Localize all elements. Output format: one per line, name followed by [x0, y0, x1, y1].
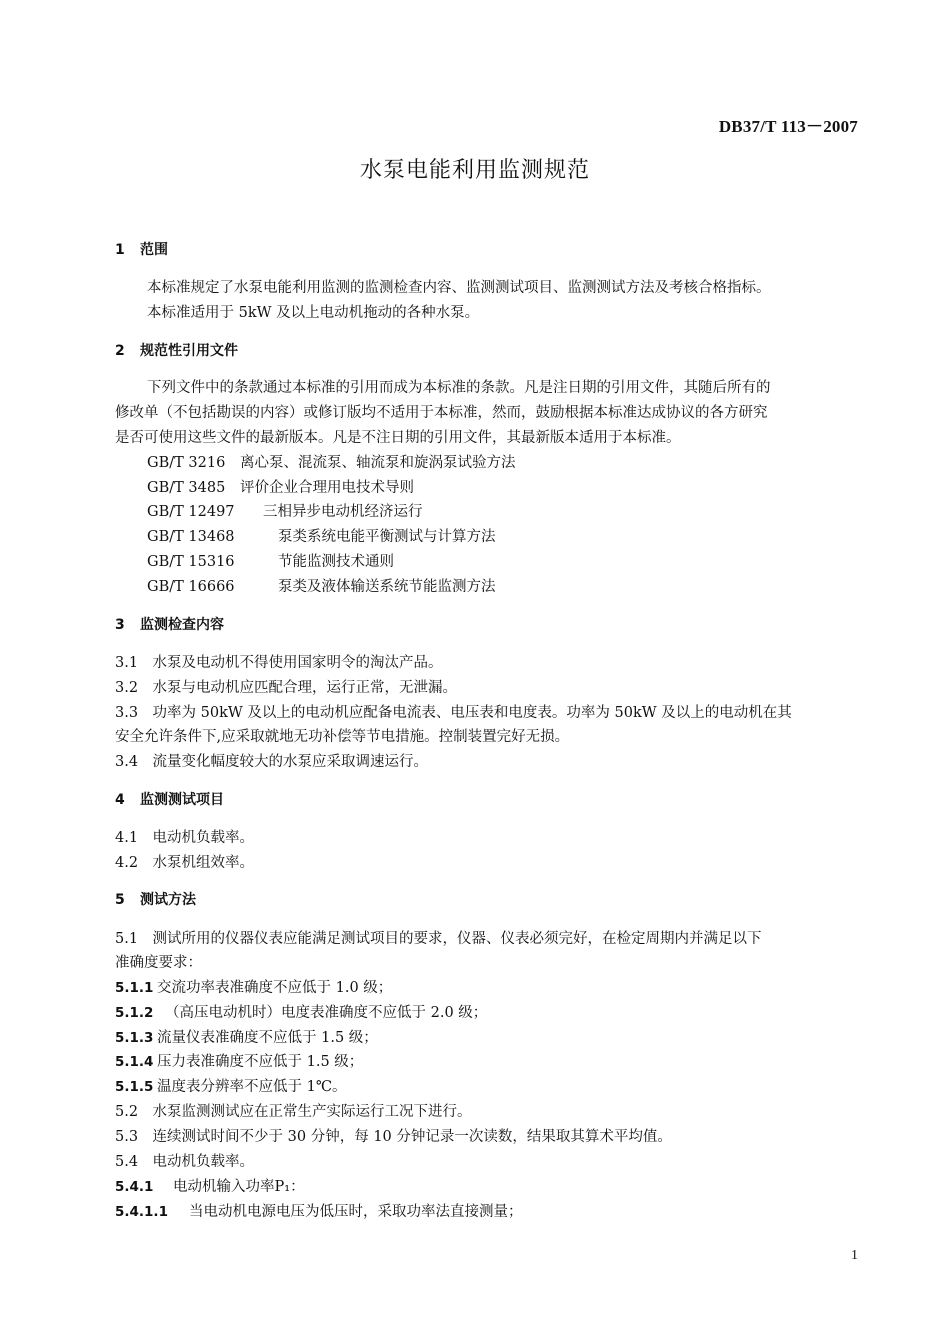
- subclause-text: 压力表准确度不应低于 1.5 级；: [157, 1054, 364, 1070]
- reference-item: [147, 502, 423, 522]
- section-title: 监测测试项目: [140, 792, 224, 808]
- subclause-text: 当电动机电源电压为低压时，采取功率法直接测量；: [189, 1204, 523, 1220]
- section-number: 2: [115, 343, 125, 359]
- reference-title: 泵类系统电能平衡测试与计算方法: [278, 529, 496, 545]
- subclause-number: 5.4.1.1: [115, 1204, 168, 1220]
- section-title: 范围: [140, 242, 168, 258]
- clause: 准确度要求：: [115, 955, 202, 971]
- reference-item: [147, 577, 496, 597]
- clause: 5.3 连续测试时间不少于 30 分钟，每 10 分钟记录一次读数，结果取其算术平均值。: [115, 1129, 672, 1145]
- reference-item: [147, 552, 394, 572]
- subclause: [115, 1177, 305, 1197]
- subclause-text: 交流功率表准确度不应低于 1.0 级；: [157, 980, 393, 996]
- section-number: 3: [115, 617, 125, 633]
- subclause: [115, 1052, 363, 1072]
- subclause-number: 5.1.5: [115, 1079, 154, 1095]
- reference-title: 评价企业合理用电技术导则: [240, 480, 414, 496]
- subclause-number: 5.1.2: [115, 1005, 154, 1021]
- page-number: 1: [851, 1248, 858, 1263]
- subclause: [115, 1028, 378, 1048]
- paragraph: 本标准规定了水泵电能利用监测的监测检查内容、监测测试项目、监测测试方法及考核合格指标。: [147, 280, 771, 296]
- paragraph: 下列文件中的条款通过本标准的引用而成为本标准的条款。凡是注日期的引用文件，其随后所有的: [147, 380, 771, 396]
- subclause: [115, 1202, 523, 1222]
- subclause: [115, 1077, 347, 1097]
- clause: 5.4 电动机负载率。: [115, 1154, 255, 1170]
- subclause-number: 5.1.4: [115, 1054, 154, 1070]
- standard-code: DB37/T 113－2007: [718, 117, 858, 136]
- reference-title: 离心泵、混流泵、轴流泵和旋涡泵试验方法: [240, 455, 516, 471]
- reference-title: 泵类及液体输送系统节能监测方法: [278, 579, 496, 595]
- section-number: 5: [115, 892, 125, 908]
- section-4-heading: [115, 790, 224, 810]
- clause: 3.1 水泵及电动机不得使用国家明令的淘汰产品。: [115, 655, 443, 671]
- subclause: [115, 978, 392, 998]
- section-1-heading: [115, 240, 168, 260]
- subclause-text: （高压电动机时）电度表准确度不应低于 2.0 级；: [165, 1005, 488, 1021]
- section-3-heading: [115, 615, 224, 635]
- reference-code: GB/T 3216: [147, 455, 226, 471]
- reference-title: 三相异步电动机经济运行: [263, 504, 423, 520]
- section-number: 4: [115, 792, 125, 808]
- reference-item: [147, 478, 414, 498]
- reference-code: GB/T 16666: [147, 579, 235, 595]
- reference-code: GB/T 12497: [147, 504, 235, 520]
- reference-code: GB/T 13468: [147, 529, 235, 545]
- paragraph: 修改单（不包括勘误的内容）或修订版均不适用于本标准，然而，鼓励根据本标准达成协议的各方研究: [115, 405, 768, 421]
- section-title: 规范性引用文件: [140, 343, 238, 359]
- clause: 4.2 水泵机组效率。: [115, 855, 255, 871]
- section-5-heading: [115, 890, 196, 910]
- clause: 4.1 电动机负载率。: [115, 830, 255, 846]
- reference-code: GB/T 3485: [147, 480, 226, 496]
- reference-title: 节能监测技术通则: [278, 554, 394, 570]
- section-title: 测试方法: [140, 892, 196, 908]
- subclause-text: 电动机输入功率P₁：: [173, 1179, 305, 1195]
- clause: 3.2 水泵与电动机应匹配合理，运行正常，无泄漏。: [115, 680, 458, 696]
- subclause-text: 温度表分辨率不应低于 1℃。: [157, 1079, 347, 1095]
- subclause-number: 5.4.1: [115, 1179, 154, 1195]
- subclause-number: 5.1.1: [115, 980, 154, 996]
- subclause-text: 流量仪表准确度不应低于 1.5 级；: [157, 1030, 378, 1046]
- document-title: 水泵电能利用监测规范: [359, 158, 590, 183]
- clause: 5.1 测试所用的仪器仪表应能满足测试项目的要求，仪器、仪表必须完好，在检定周期内并满足以下: [115, 931, 762, 947]
- section-number: 1: [115, 242, 125, 258]
- subclause: [115, 1003, 487, 1023]
- clause: 安全允许条件下,应采取就地无功补偿等节电措施。控制装置完好无损。: [115, 729, 570, 745]
- reference-code: GB/T 15316: [147, 554, 235, 570]
- reference-item: [147, 527, 496, 547]
- paragraph: 本标准适用于 5kW 及以上电动机拖动的各种水泵。: [147, 305, 480, 321]
- paragraph: 是否可使用这些文件的最新版本。凡是不注日期的引用文件，其最新版本适用于本标准。: [115, 430, 681, 446]
- clause: 3.4 流量变化幅度较大的水泵应采取调速运行。: [115, 754, 429, 770]
- section-2-heading: [115, 341, 238, 361]
- subclause-number: 5.1.3: [115, 1030, 154, 1046]
- section-title: 监测检查内容: [140, 617, 224, 633]
- clause: 3.3 功率为 50kW 及以上的电动机应配备电流表、电压表和电度表。功率为 50kW 及以上的电动机在其: [115, 705, 792, 721]
- clause: 5.2 水泵监测测试应在正常生产实际运行工况下进行。: [115, 1104, 472, 1120]
- reference-item: [147, 453, 516, 473]
